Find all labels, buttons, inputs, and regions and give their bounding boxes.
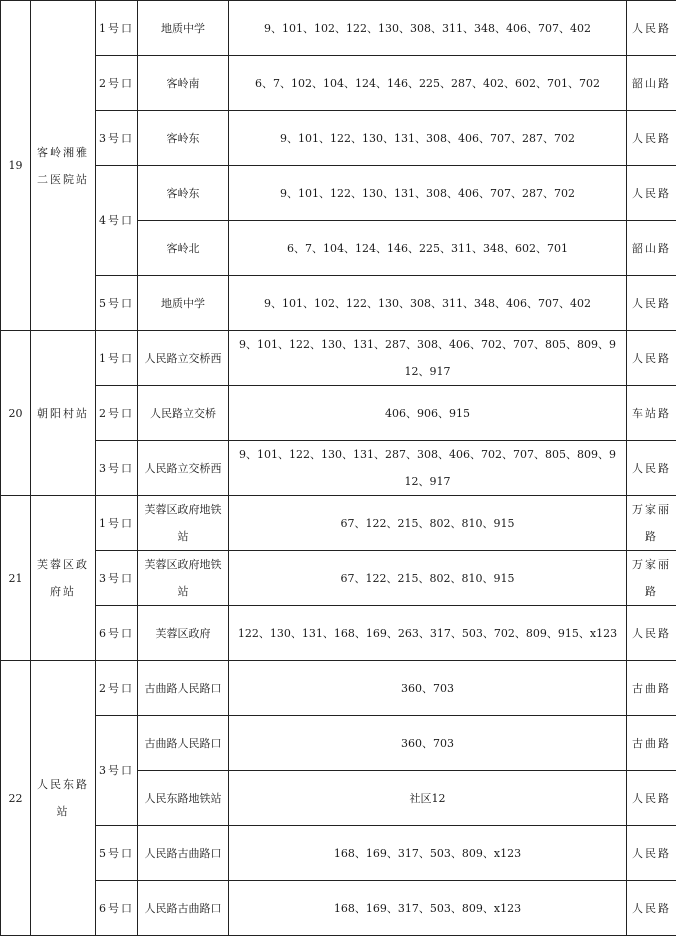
exit-label: 6号口 — [96, 881, 138, 936]
bus-routes: 9、101、122、130、131、287、308、406、702、707、805、809、912、917 — [229, 441, 627, 496]
bus-routes: 9、101、102、122、130、308、311、348、406、707、402 — [229, 276, 627, 331]
station-number: 21 — [1, 496, 31, 661]
bus-stop-name: 人民路立交桥西 — [138, 441, 229, 496]
road-direction: 万家丽路 — [627, 496, 676, 551]
bus-stop-name: 人民路立交桥 — [138, 386, 229, 441]
exit-label: 1号口 — [96, 496, 138, 551]
road-direction: 万家丽路 — [627, 551, 676, 606]
table-row — [1, 826, 676, 881]
exit-label: 2号口 — [96, 661, 138, 716]
bus-routes: 6、7、102、104、124、146、225、287、402、602、701、702 — [229, 56, 627, 111]
station-name: 朝阳村站 — [31, 331, 96, 496]
bus-stop-name: 芙蓉区政府地铁站 — [138, 496, 229, 551]
exit-label: 3号口 — [96, 551, 138, 606]
bus-stop-name: 人民东路地铁站 — [138, 771, 229, 826]
bus-routes: 9、101、122、130、131、308、406、707、287、702 — [229, 111, 627, 166]
table-row — [1, 661, 676, 716]
bus-routes: 168、169、317、503、809、x123 — [229, 826, 627, 881]
station-number: 20 — [1, 331, 31, 496]
exit-label: 3号口 — [96, 441, 138, 496]
table-row — [1, 166, 676, 221]
exit-label: 4号口 — [96, 166, 138, 276]
bus-stop-name: 客岭北 — [138, 221, 229, 276]
bus-stop-name: 地质中学 — [138, 1, 229, 56]
bus-stop-name: 客岭南 — [138, 56, 229, 111]
bus-routes: 360、703 — [229, 716, 627, 771]
exit-label: 3号口 — [96, 111, 138, 166]
bus-routes: 67、122、215、802、810、915 — [229, 496, 627, 551]
bus-routes: 360、703 — [229, 661, 627, 716]
exit-label: 2号口 — [96, 56, 138, 111]
bus-routes: 9、101、122、130、131、308、406、707、287、702 — [229, 166, 627, 221]
road-direction: 人民路 — [627, 111, 676, 166]
table-row — [1, 386, 676, 441]
exit-label: 3号口 — [96, 716, 138, 826]
exit-label: 5号口 — [96, 826, 138, 881]
table-row — [1, 1, 676, 56]
bus-stop-name: 人民路立交桥西 — [138, 331, 229, 386]
bus-stop-name: 客岭东 — [138, 166, 229, 221]
table-row — [1, 496, 676, 551]
bus-routes: 168、169、317、503、809、x123 — [229, 881, 627, 936]
road-direction: 人民路 — [627, 881, 676, 936]
exit-label: 1号口 — [96, 331, 138, 386]
table-row — [1, 716, 676, 771]
table-row — [1, 331, 676, 386]
bus-stop-name: 人民路古曲路口 — [138, 826, 229, 881]
road-direction: 韶山路 — [627, 56, 676, 111]
bus-routes: 9、101、102、122、130、308、311、348、406、707、402 — [229, 1, 627, 56]
bus-stop-name: 地质中学 — [138, 276, 229, 331]
bus-routes: 6、7、104、124、146、225、311、348、602、701 — [229, 221, 627, 276]
exit-label: 5号口 — [96, 276, 138, 331]
exit-label: 2号口 — [96, 386, 138, 441]
table-row — [1, 881, 676, 936]
road-direction: 韶山路 — [627, 221, 676, 276]
road-direction: 人民路 — [627, 826, 676, 881]
station-number: 19 — [1, 1, 31, 331]
bus-routes: 9、101、122、130、131、287、308、406、702、707、805、809、912、917 — [229, 331, 627, 386]
road-direction: 车站路 — [627, 386, 676, 441]
table-row — [1, 606, 676, 661]
table-row — [1, 441, 676, 496]
station-name: 客岭湘雅二医院站 — [31, 1, 96, 331]
road-direction: 人民路 — [627, 441, 676, 496]
table-row — [1, 111, 676, 166]
bus-stop-name: 芙蓉区政府地铁站 — [138, 551, 229, 606]
station-number: 22 — [1, 661, 31, 936]
bus-stop-name: 客岭东 — [138, 111, 229, 166]
bus-stop-name: 古曲路人民路口 — [138, 716, 229, 771]
exit-label: 6号口 — [96, 606, 138, 661]
station-name: 人民东路站 — [31, 661, 96, 936]
table-row — [1, 56, 676, 111]
exit-label: 1号口 — [96, 1, 138, 56]
road-direction: 古曲路 — [627, 661, 676, 716]
road-direction: 人民路 — [627, 166, 676, 221]
road-direction: 人民路 — [627, 606, 676, 661]
bus-routes: 122、130、131、168、169、263、317、503、702、809、915、x123 — [229, 606, 627, 661]
road-direction: 人民路 — [627, 771, 676, 826]
bus-stop-name: 人民路古曲路口 — [138, 881, 229, 936]
road-direction: 人民路 — [627, 276, 676, 331]
bus-stop-name: 古曲路人民路口 — [138, 661, 229, 716]
bus-routes: 406、906、915 — [229, 386, 627, 441]
bus-stop-name: 芙蓉区政府 — [138, 606, 229, 661]
table-row — [1, 276, 676, 331]
road-direction: 人民路 — [627, 331, 676, 386]
road-direction: 古曲路 — [627, 716, 676, 771]
bus-routes: 67、122、215、802、810、915 — [229, 551, 627, 606]
bus-routes: 社区12 — [229, 771, 627, 826]
table-row — [1, 551, 676, 606]
station-name: 芙蓉区政府站 — [31, 496, 96, 661]
road-direction: 人民路 — [627, 1, 676, 56]
